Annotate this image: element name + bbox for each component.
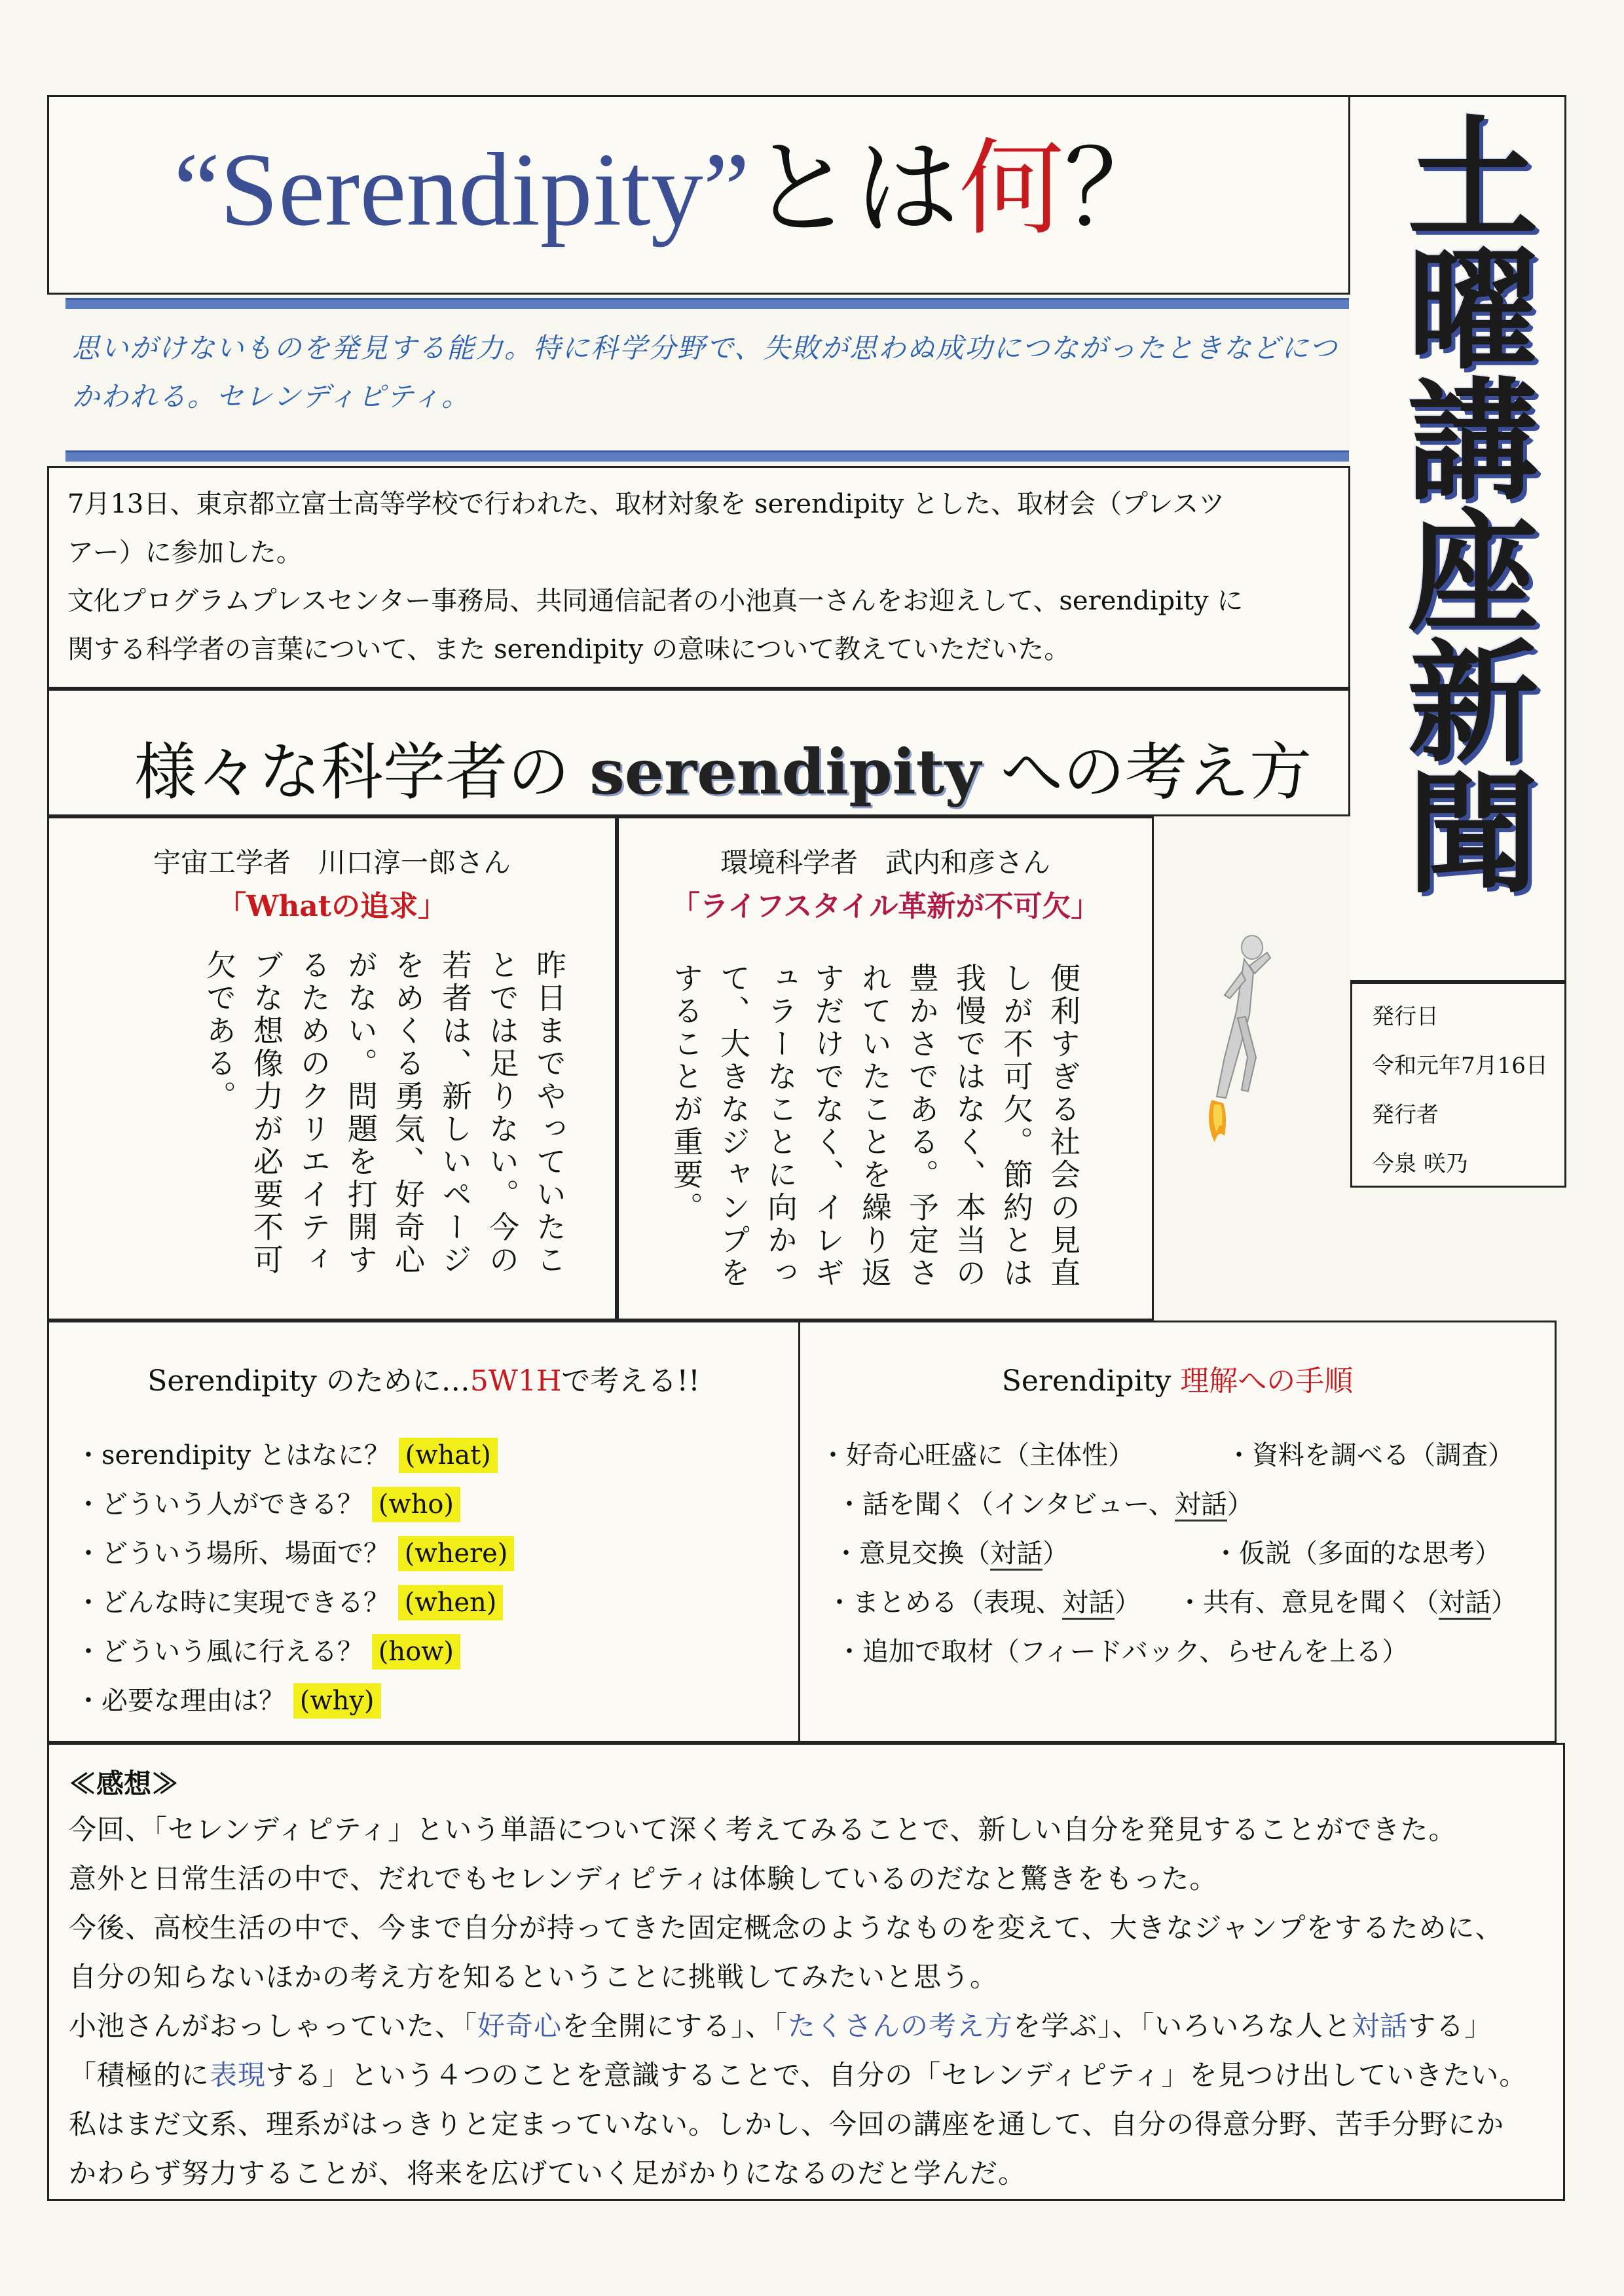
- scientist-motto: 「Whatの追求」: [217, 890, 447, 923]
- headline-question: ？: [1063, 127, 1169, 249]
- impression-line: 意外と日常生活の中で、だれでもセレンディピティは体験しているのだなと驚きをもった。: [69, 1863, 1218, 1895]
- intro-box: [47, 466, 1350, 689]
- step-item: ・好奇心旺盛に（主体性）: [820, 1440, 1134, 1470]
- intro-line: アー）に参加した。: [67, 538, 303, 568]
- scientist-takeuchi: [617, 816, 1154, 1321]
- question-item: ・どんな時に実現できる？ (when): [75, 1583, 503, 1622]
- headline-nani: 何: [959, 127, 1064, 249]
- headline: [174, 123, 1169, 255]
- scientist-name: 環境科学者 武内和彦さん: [720, 847, 1050, 879]
- headline-serendipity: “Serendipity”: [174, 131, 750, 247]
- publisher-value: 今泉 咲乃: [1372, 1151, 1468, 1177]
- question-item: ・どういう風に行える？ (how): [75, 1632, 460, 1671]
- question-item: ・serendipity とはなに？ (what): [75, 1436, 498, 1475]
- impressions-box: [47, 1743, 1565, 2201]
- definition-text: 思いがけないものを発見する能力。特に科学分野で、失敗が思わぬ成功につながったときなどにつかわれる。セレンディピティ。: [72, 332, 1338, 412]
- newspaper-name: 土曜講座新聞: [1386, 110, 1538, 896]
- impression-line: 今回、「セレンディピティ」という単語について深く考えてみることで、新しい自分を発見することができた。: [69, 1813, 1457, 1846]
- intro-line: 関する科学者の言葉について、また serendipity の意味について教えていただいた。: [67, 634, 1071, 665]
- intro-text: [67, 480, 1338, 674]
- five-w-one-h-box: [47, 1321, 800, 1743]
- publisher-label: 発行者: [1372, 1102, 1439, 1128]
- scientists-heading-box: [47, 689, 1350, 816]
- scientists-heading: 様々な科学者の serendipity への考え方: [134, 736, 1312, 809]
- impression-line: 「積極的に表現する」という４つのことを意識することで、自分の「セレンディピティ」を見つけ出していきたい。: [69, 2059, 1528, 2091]
- scientist-quote: 昨日までやっていたことでは足りない。今の若者は、新しいページをめくる勇気、好奇心がない。問題を打開するためのクリエイティブな想像力が必要不可欠である。: [202, 949, 567, 1277]
- step-item: ・話を聞く（インタビュー、対話）: [836, 1485, 1253, 1524]
- impressions-heading: ≪感想≫: [69, 1768, 179, 1800]
- question-item: ・どういう人ができる？ (who): [75, 1485, 460, 1524]
- impression-line: 今後、高校生活の中で、今まで自分が持ってきた固定概念のようなものを変えて、大きなジャンプをするために、: [69, 1912, 1504, 1944]
- issue-date-label: 発行日: [1372, 1004, 1439, 1030]
- scientist-name: 宇宙工学者 川口淳一郎さん: [153, 847, 511, 879]
- newspaper-name-box: [1350, 95, 1566, 982]
- jumping-figure-icon: [1198, 933, 1277, 1149]
- impression-line: 小池さんがおっしゃっていた、「好奇心を全開にする」、「たくさんの考え方を学ぶ」、「いろいろな人と対話する」: [69, 2010, 1493, 2042]
- understanding-steps-box: [800, 1321, 1557, 1743]
- step-item: ・意見交換（対話）: [833, 1534, 1069, 1573]
- step-item: ・仮説（多面的な思考）: [1213, 1539, 1501, 1569]
- steps-heading: Serendipity 理解への手順: [1001, 1364, 1354, 1398]
- issue-info: [1350, 982, 1566, 1188]
- five-w-one-h-heading: Serendipity のために…5W1Hで考える!!: [147, 1364, 700, 1398]
- scientist-motto: 「ライフスタイル革新が不可欠」: [671, 890, 1100, 923]
- definition-rule-top: [65, 298, 1349, 309]
- intro-line: 7月13日、東京都立富士高等学校で行われた、取材対象を serendipity とした、取材会（プレスツ: [67, 489, 1225, 519]
- step-item: ・まとめる（表現、対話）: [826, 1583, 1141, 1622]
- intro-line: 文化プログラムプレスセンター事務局、共同通信記者の小池真一さんをお迎えして、serendipity に: [67, 586, 1244, 616]
- question-item: ・必要な理由は？ (why): [75, 1681, 381, 1721]
- step-item: ・追加で取材（フィードバック、らせんを上る）: [836, 1637, 1409, 1667]
- impression-line: かわらず努力することが、将来を広げていく足がかりになるのだと学んだ。: [69, 2157, 1027, 2189]
- step-item: ・共有、意見を聞く（対話）: [1177, 1583, 1517, 1622]
- title-box: [47, 95, 1350, 295]
- impression-line: 自分の知らないほかの考え方を知るということに挑戦してみたいと思う。: [69, 1961, 999, 1993]
- headline-toha: とは: [749, 127, 959, 249]
- definition-rule-bottom: [65, 450, 1349, 462]
- scientist-kawaguchi: [47, 816, 617, 1321]
- step-item: ・資料を調べる（調査）: [1226, 1440, 1514, 1470]
- issue-date-value: 令和元年7月16日: [1372, 1053, 1548, 1079]
- question-item: ・どういう場所、場面で？ (where): [75, 1534, 514, 1573]
- scientist-quote: 便利すぎる社会の見直しが不可欠。節約とは 我慢ではなく、本当の豊かさである。予定されていたことを繰り返すだけでなく、イレギュラーなことに向かって、大きなジャンプをすることが重要。: [669, 962, 1081, 1290]
- impression-line: 私はまだ文系、理系がはっきりと定まっていない。しかし、今回の講座を通して、自分の得意分野、苦手分野にか: [69, 2108, 1505, 2140]
